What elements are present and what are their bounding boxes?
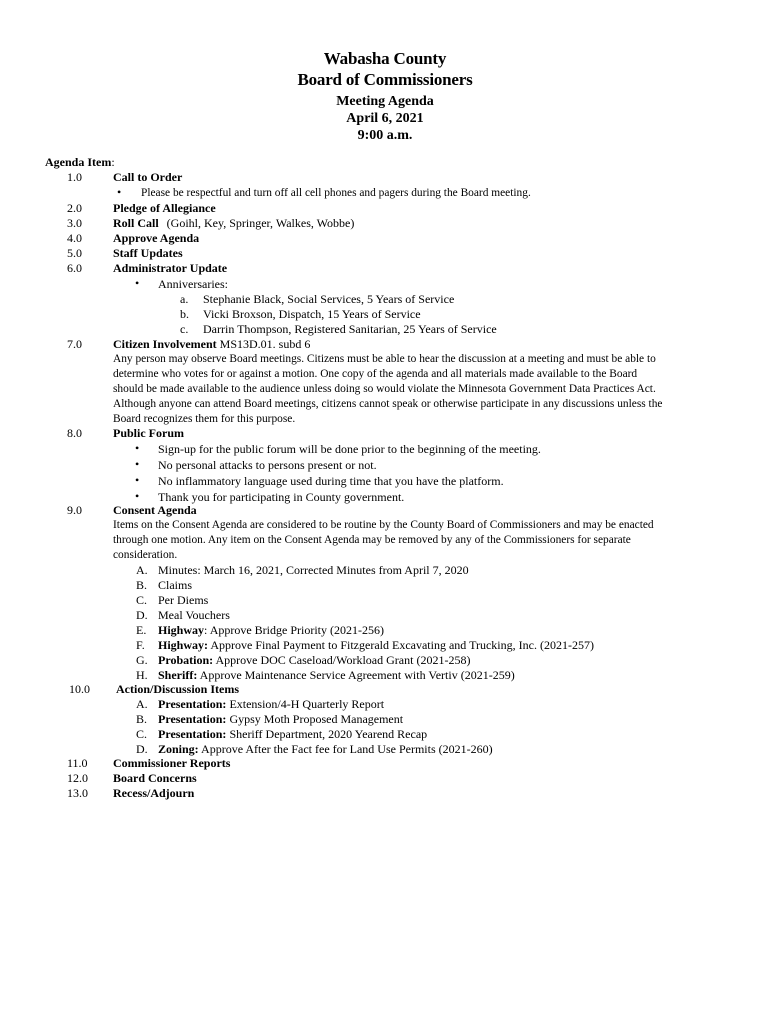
consent-entry-text: Approve Final Payment to Fitzgerald Excavating and Trucking, Inc. (2021-257) xyxy=(208,638,594,652)
consent-entry xyxy=(158,593,208,608)
anniversaries-label: Anniversaries: xyxy=(158,277,228,291)
anniversary-letter: b. xyxy=(180,307,189,321)
public-forum-rule: Sign-up for the public forum will be done prior to the beginning of the meeting. xyxy=(158,442,541,456)
item-number: 10.0 xyxy=(69,682,90,696)
item-title-administrator-update: Administrator Update xyxy=(113,261,228,275)
consent-letter: A. xyxy=(136,563,148,577)
agenda-item-heading xyxy=(45,155,115,170)
item-title-staff-updates: Staff Updates xyxy=(113,246,183,260)
consent-letter: D. xyxy=(136,608,148,622)
agenda-label: Agenda Item xyxy=(45,155,112,169)
item-number: 4.0 xyxy=(67,231,82,245)
public-forum-rule: No personal attacks to persons present or not. xyxy=(158,458,377,472)
county-title: Wabasha County xyxy=(323,49,447,68)
public-forum-rule: No inflammatory language used during time that you have the platform. xyxy=(158,474,504,488)
citizen-paragraph-line: Although anyone can attend Board meetings, citizens cannot speak or otherwise participate in any discussions unless the xyxy=(113,398,663,410)
anniversary-letter: a. xyxy=(180,292,189,306)
consent-entry-label: Sheriff: xyxy=(158,668,198,682)
board-title: Board of Commissioners xyxy=(297,70,473,89)
item-number: 3.0 xyxy=(67,216,82,230)
item-number: 9.0 xyxy=(67,503,82,517)
consent-entry-text: Approve DOC Caseload/Workload Grant (2021-258) xyxy=(213,653,471,667)
action-entry-label: Zoning: xyxy=(158,742,199,756)
anniversary-entry: Stephanie Black, Social Services, 5 Years of Service xyxy=(203,292,455,306)
bullet-icon: • xyxy=(117,185,122,199)
consent-letter: B. xyxy=(136,578,148,592)
consent-entry-text: Minutes: March 16, 2021, Corrected Minutes from April 7, 2020 xyxy=(158,563,469,577)
item-title-pledge: Pledge of Allegiance xyxy=(113,201,216,215)
item-title-recess-adjourn: Recess/Adjourn xyxy=(113,786,195,800)
item-title-action-discussion: Action/Discussion Items xyxy=(116,682,240,696)
consent-entry-text: Meal Vouchers xyxy=(158,608,230,622)
item-title-call-to-order: Call to Order xyxy=(113,170,183,184)
consent-letter: C. xyxy=(136,593,148,607)
citizen-paragraph-line: Any person may observe Board meetings. Citizens must be able to hear the discussion at a meeting and must be able to xyxy=(113,353,656,365)
consent-entry-label: Probation: xyxy=(158,653,214,667)
item-title-consent-agenda: Consent Agenda xyxy=(113,503,197,517)
action-entry-text: Sheriff Department, 2020 Yearend Recap xyxy=(226,727,428,741)
action-entry-label: Presentation: xyxy=(158,712,227,726)
item-number: 8.0 xyxy=(67,426,82,440)
bullet-icon: • xyxy=(135,276,140,290)
bullet-icon: • xyxy=(135,441,140,455)
consent-entry xyxy=(158,638,594,653)
consent-letter: F. xyxy=(136,638,145,652)
item-number: 7.0 xyxy=(67,337,82,351)
call-to-order-note: Please be respectful and turn off all cell phones and pagers during the Board meeting. xyxy=(141,187,531,199)
consent-entry xyxy=(158,608,230,623)
consent-entry-text: : Approve Bridge Priority (2021-256) xyxy=(204,623,384,637)
consent-entry-label: Highway xyxy=(158,623,205,637)
consent-entry-text: Per Diems xyxy=(158,593,209,607)
item-title-public-forum: Public Forum xyxy=(113,426,184,440)
item-title-citizen-involvement: Citizen Involvement xyxy=(113,337,217,351)
anniversary-entry: Darrin Thompson, Registered Sanitarian, 25 Years of Service xyxy=(203,322,497,336)
action-letter: B. xyxy=(136,712,148,726)
bullet-icon: • xyxy=(135,457,140,471)
anniversary-letter: c. xyxy=(180,322,189,336)
consent-letter: G. xyxy=(136,653,148,667)
meeting-time: 9:00 a.m. xyxy=(357,128,413,143)
consent-letter: E. xyxy=(136,623,147,637)
action-letter: C. xyxy=(136,727,148,741)
doc-type: Meeting Agenda xyxy=(336,94,434,109)
item-title-board-concerns: Board Concerns xyxy=(113,771,197,785)
citizen-paragraph-line: should be made available to the audience unless doing so would violate the Minnesota Government Data Practices Act. xyxy=(113,383,656,395)
consent-entry xyxy=(158,563,469,578)
action-entry-label: Presentation: xyxy=(158,727,227,741)
item-title-approve-agenda: Approve Agenda xyxy=(113,231,200,245)
public-forum-rule: Thank you for participating in County government. xyxy=(158,490,405,504)
agenda-header xyxy=(0,48,770,144)
meeting-date: April 6, 2021 xyxy=(346,111,424,126)
statute-reference: MS13D.01. subd 6 xyxy=(219,337,311,351)
item-number: 11.0 xyxy=(67,756,88,770)
consent-entry xyxy=(158,578,192,593)
consent-paragraph-line: through one motion. Any item on the Consent Agenda may be removed by any of the Commissioners for separate xyxy=(113,534,631,546)
consent-letter: H. xyxy=(136,668,148,682)
item-number: 13.0 xyxy=(67,786,88,800)
action-entry xyxy=(158,697,384,712)
action-entry-label: Presentation: xyxy=(158,697,227,711)
action-entry-text: Gypsy Moth Proposed Management xyxy=(226,712,404,726)
consent-paragraph-line: consideration. xyxy=(113,549,178,561)
action-entry xyxy=(158,727,427,742)
item-roll-call xyxy=(113,216,354,231)
citizen-paragraph-line: Board recognizes them for this purpose. xyxy=(113,413,296,425)
action-letter: A. xyxy=(136,697,148,711)
bullet-icon: • xyxy=(135,473,140,487)
item-title-roll-call: Roll Call xyxy=(113,216,159,230)
item-number: 5.0 xyxy=(67,246,82,260)
action-entry-text: Approve After the Fact fee for Land Use Permits (2021-260) xyxy=(198,742,493,756)
bullet-icon: • xyxy=(135,489,140,503)
action-entry xyxy=(158,742,493,757)
item-title-commissioner-reports: Commissioner Reports xyxy=(113,756,231,770)
action-letter: D. xyxy=(136,742,148,756)
anniversary-entry: Vicki Broxson, Dispatch, 15 Years of Service xyxy=(203,307,421,321)
item-citizen-involvement xyxy=(113,337,310,352)
item-number: 2.0 xyxy=(67,201,82,215)
agenda-colon: : xyxy=(111,155,115,169)
action-entry-text: Extension/4-H Quarterly Report xyxy=(226,697,385,711)
consent-paragraph-line: Items on the Consent Agenda are considered to be routine by the County Board of Commissioners and may be enacted xyxy=(113,519,654,531)
item-number: 1.0 xyxy=(67,170,82,184)
consent-entry-text: Approve Maintenance Service Agreement with Vertiv (2021-259) xyxy=(197,668,515,682)
item-number: 6.0 xyxy=(67,261,82,275)
item-number: 12.0 xyxy=(67,771,88,785)
consent-entry-label: Highway: xyxy=(158,638,209,652)
consent-entry-text: Claims xyxy=(158,578,193,592)
consent-entry xyxy=(158,668,515,683)
citizen-paragraph-line: determine who votes for or against a motion. One copy of the agenda and all materials made available to the Board xyxy=(113,368,638,380)
consent-entry xyxy=(158,653,470,668)
action-entry xyxy=(158,712,403,727)
roll-call-members: (Goihl, Key, Springer, Walkes, Wobbe) xyxy=(166,216,355,230)
consent-entry xyxy=(158,623,384,638)
